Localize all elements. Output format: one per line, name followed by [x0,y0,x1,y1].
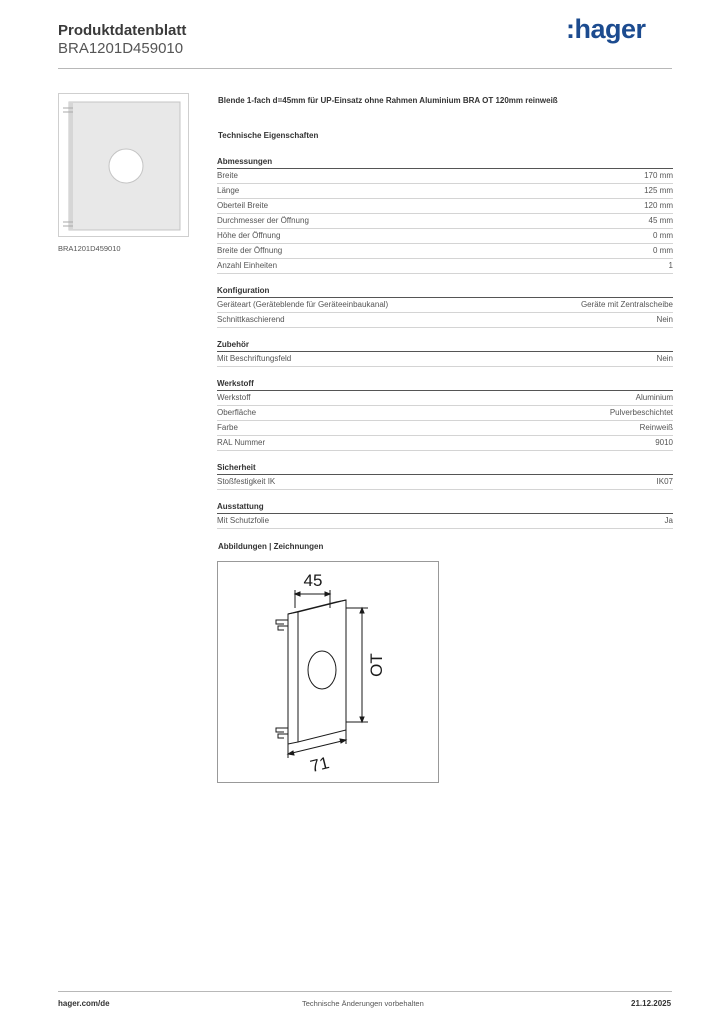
property-section [217,155,673,274]
property-row [217,475,673,490]
figures-heading: Abbildungen | Zeichnungen [218,542,324,551]
hager-logo[interactable] [566,14,646,45]
property-value: 170 mm [644,171,673,180]
property-label: RAL Nummer [217,438,266,447]
product-code: BRA1201D459010 [58,40,184,57]
property-value: 120 mm [644,201,673,210]
property-value: 45 mm [648,216,673,225]
logo-prefix: : [566,14,575,44]
part-front-face [298,600,346,742]
property-row [217,214,673,229]
property-label: Oberteil Breite [217,201,269,210]
property-value: Geräte mit Zentralscheibe [580,300,673,309]
property-sections [217,155,673,539]
property-value: IK07 [656,477,673,486]
tech-properties-heading: Technische Eigenschaften [218,131,319,140]
property-row [217,421,673,436]
property-row [217,352,673,367]
property-value: Ja [664,516,673,525]
property-row [217,514,673,529]
property-row [217,169,673,184]
property-value: Aluminium [635,393,673,402]
property-label: Anzahl Einheiten [217,261,278,270]
page-title: Produktdatenblatt [58,22,187,39]
dim-label-height: OT [367,653,386,677]
property-row [217,313,673,328]
property-label: Länge [217,186,240,195]
property-row [217,298,673,313]
property-section [217,461,673,490]
property-label: Geräteart (Geräteblende für Geräteeinbaukanal) [217,300,389,309]
image-caption: BRA1201D459010 [58,244,121,253]
property-value: Pulverbeschichtet [609,408,673,417]
header-divider [58,68,672,69]
property-label: Mit Schutzfolie [217,516,270,525]
property-row [217,184,673,199]
logo-text: hager [574,14,646,44]
property-label: Breite [217,171,238,180]
property-value: 0 mm [653,246,673,255]
section-title: Sicherheit [217,461,673,475]
property-label: Mit Beschriftungsfeld [217,354,292,363]
footer-divider [58,991,672,992]
property-row [217,436,673,451]
property-label: Breite der Öffnung [217,246,283,255]
section-title: Konfiguration [217,284,673,298]
product-illustration [59,94,190,238]
property-section [217,377,673,451]
property-value: Nein [656,354,673,363]
section-title: Zubehör [217,338,673,352]
property-label: Schnittkaschierend [217,315,285,324]
dim-label-width: 71 [308,753,332,777]
property-label: Stoßfestigkeit IK [217,477,276,486]
section-title: Abmessungen [217,155,673,169]
property-label: Höhe der Öffnung [217,231,281,240]
section-title: Ausstattung [217,500,673,514]
footer-website-link[interactable]: hager.com/de [58,999,110,1008]
property-value: Reinweiß [639,423,673,432]
section-title: Werkstoff [217,377,673,391]
property-value: 125 mm [644,186,673,195]
property-label: Werkstoff [217,393,251,402]
footer-date: 21.12.2025 [631,999,672,1008]
property-section [217,338,673,367]
property-value: 9010 [655,438,673,447]
property-row [217,199,673,214]
product-description: Blende 1-fach d=45mm für UP-Einsatz ohne Rahmen Aluminium BRA OT 120mm reinweiß [218,96,558,105]
property-value: 1 [668,261,673,270]
property-section [217,284,673,328]
drawing-svg [218,562,438,782]
property-value: 0 mm [653,231,673,240]
footer-note: Technische Änderungen vorbehalten [302,999,424,1008]
property-label: Farbe [217,423,238,432]
property-row [217,244,673,259]
property-value: Nein [656,315,673,324]
property-row [217,259,673,274]
dim-label-opening: 45 [303,571,323,590]
technical-drawing [217,561,439,783]
property-label: Durchmesser der Öffnung [217,216,309,225]
product-image [58,93,189,237]
property-row [217,229,673,244]
property-section [217,500,673,529]
property-row [217,406,673,421]
property-label: Oberfläche [217,408,257,417]
part-opening [308,651,336,689]
property-row [217,391,673,406]
